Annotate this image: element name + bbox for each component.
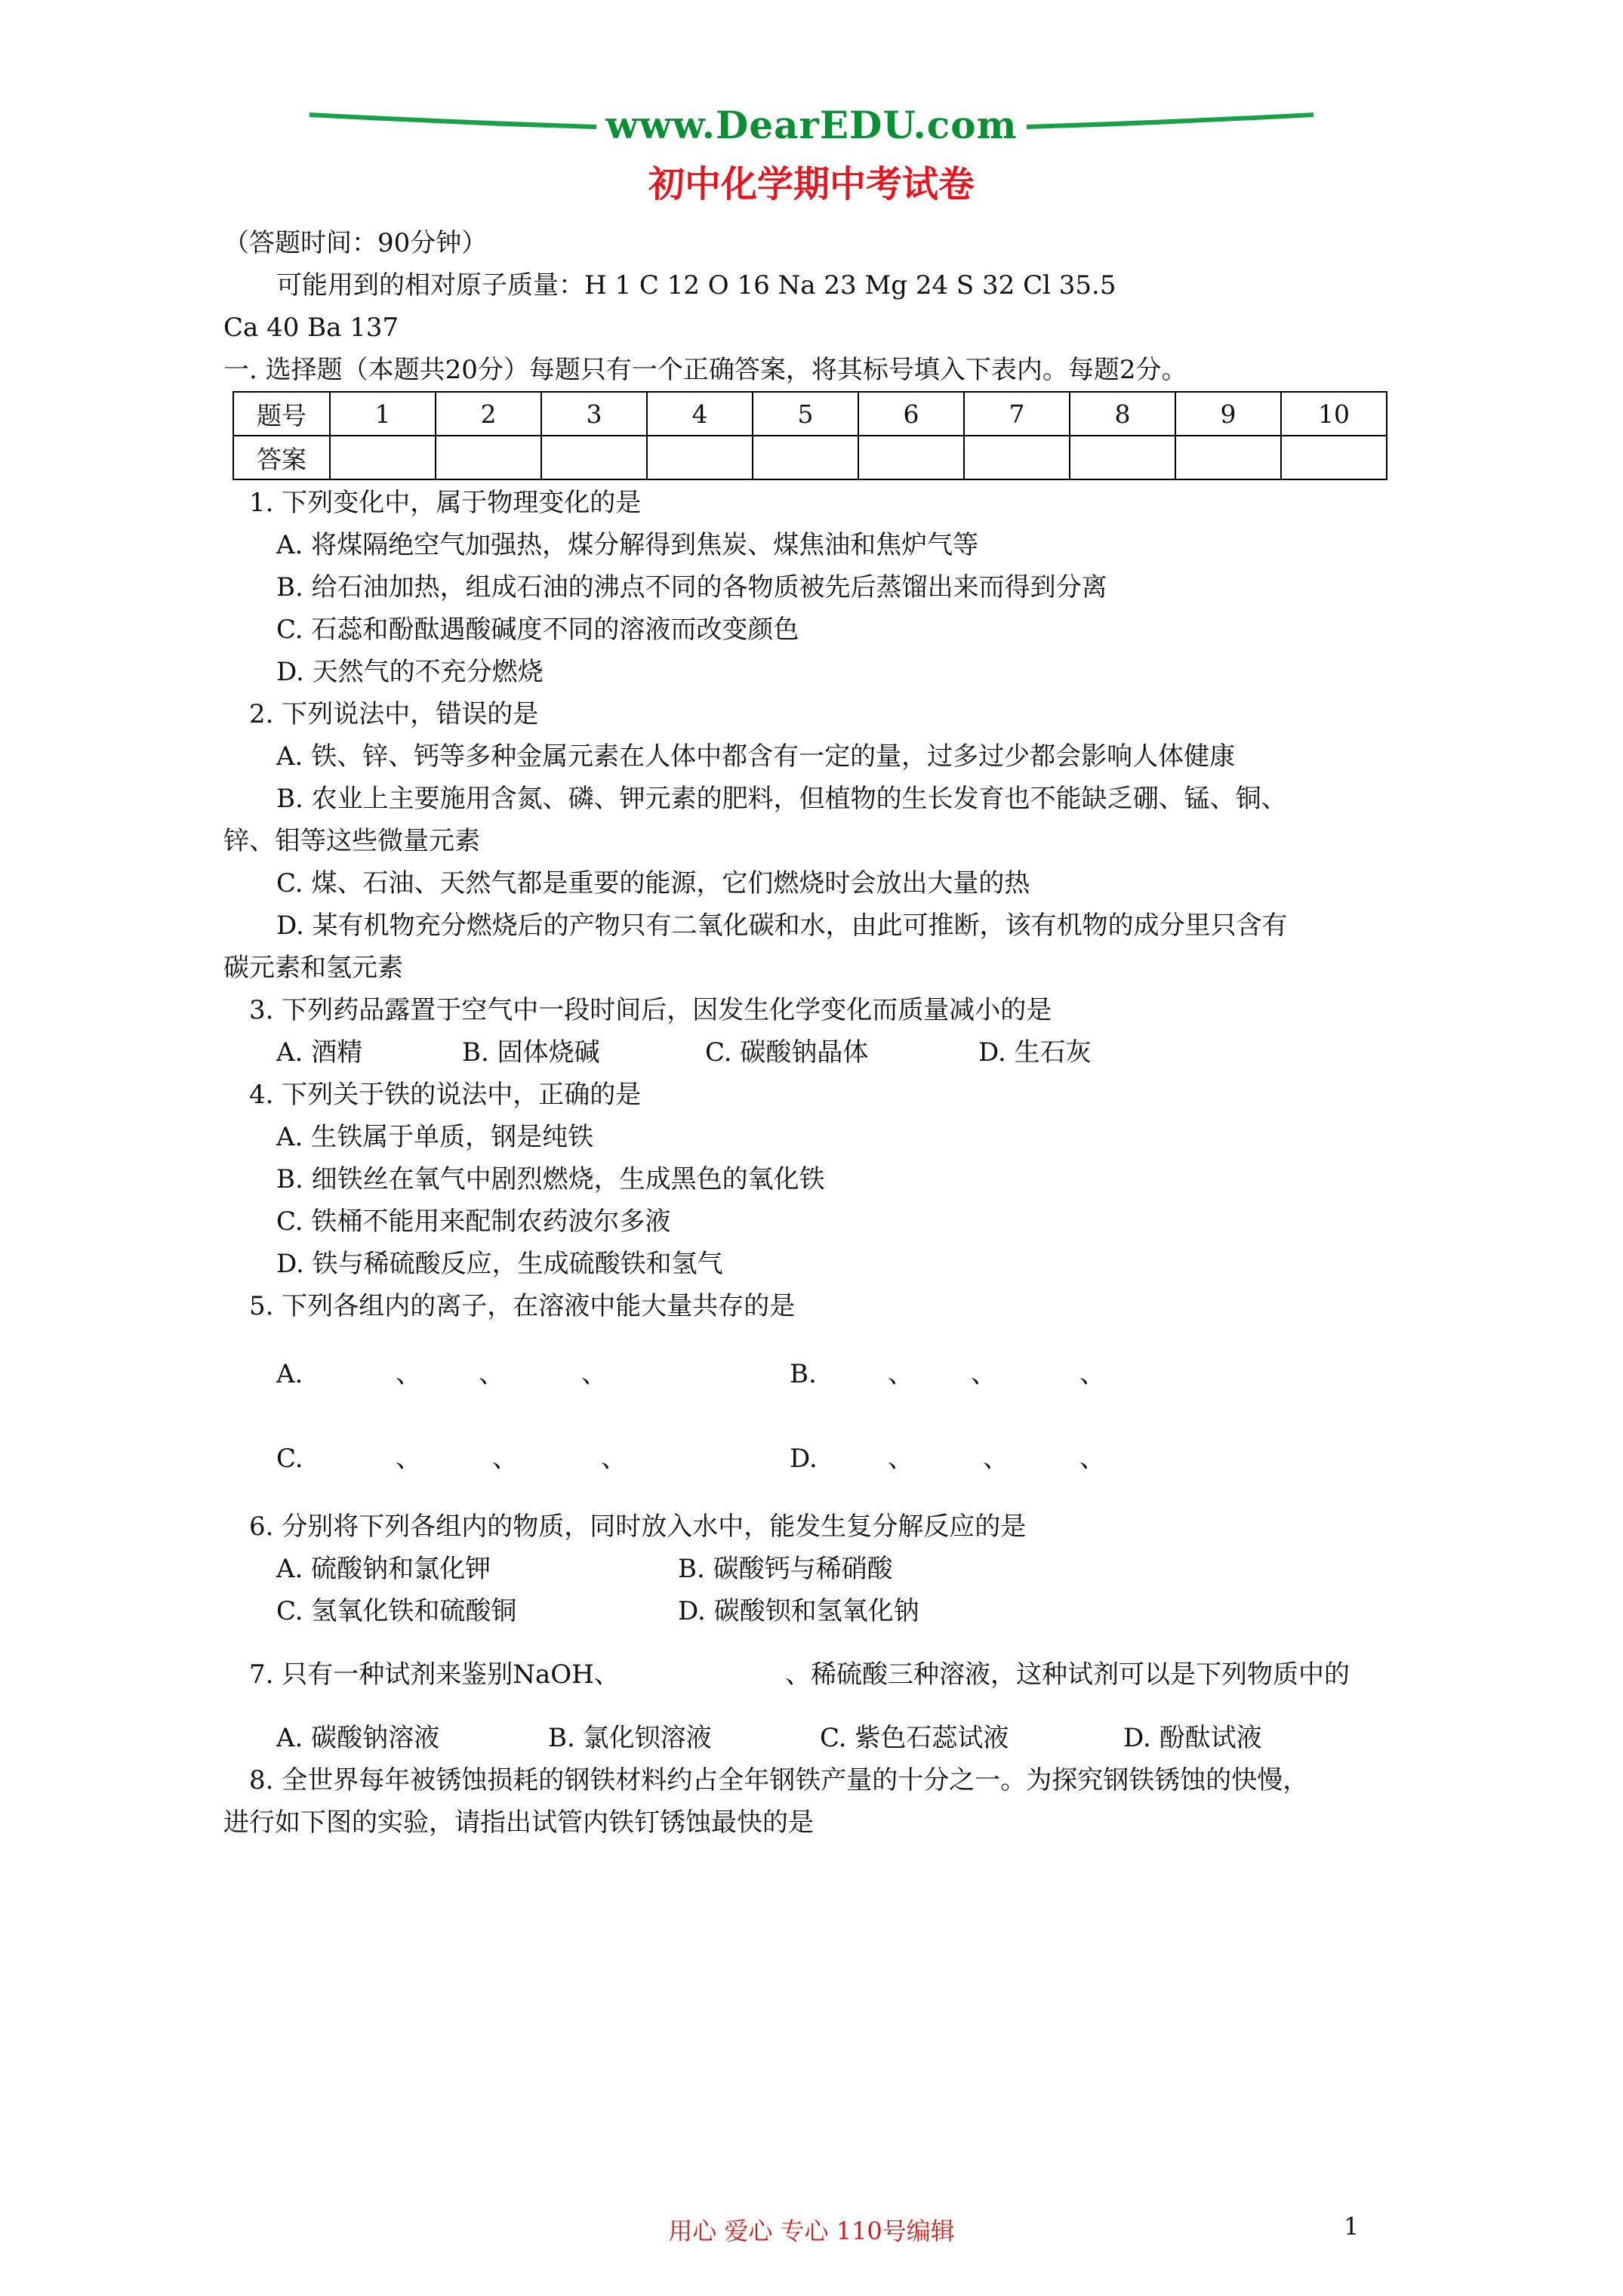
row-label-number: 题号 <box>233 392 330 436</box>
question-5-option-b: B. <box>790 1359 817 1389</box>
question-4-stem: 4. 下列关于铁的说法中，正确的是 <box>249 1080 642 1110</box>
site-url: www.DearEDU.com <box>605 103 1018 147</box>
question-1-option-b: B. 给石油加热，组成石油的沸点不同的各物质被先后蒸馏出来而得到分离 <box>276 572 1107 603</box>
question-6-stem: 6. 分别将下列各组内的物质，同时放入水中，能发生复分解反应的是 <box>249 1512 1027 1542</box>
question-5-sep: 、 <box>1079 1359 1105 1389</box>
question-7-option-c: C. 紫色石蕊试液 <box>820 1723 1009 1753</box>
question-2-option-d-cont: 碳元素和氢元素 <box>223 953 403 983</box>
answer-cell[interactable] <box>858 436 964 479</box>
table-row <box>233 436 1387 479</box>
question-2-option-c: C. 煤、石油、天然气都是重要的能源，它们燃烧时会放出大量的热 <box>276 868 1030 898</box>
atomic-masses-line1: 可能用到的相对原子质量：H 1 C 12 O 16 Na 23 Mg 24 S 32 Cl 35.5 <box>276 270 1116 300</box>
question-2-stem: 2. 下列说法中，错误的是 <box>249 699 539 729</box>
question-4-option-b: B. 细铁丝在氧气中剧烈燃烧，生成黑色的氧化铁 <box>276 1164 825 1194</box>
question-2-option-b-cont: 锌、钼等这些微量元素 <box>223 826 480 856</box>
question-6-option-a: A. 硫酸钠和氯化钾 <box>276 1554 491 1584</box>
question-5-stem: 5. 下列各组内的离子，在溶液中能大量共存的是 <box>249 1291 796 1321</box>
table-cell: 3 <box>541 392 647 436</box>
answer-cell[interactable] <box>1070 436 1175 479</box>
question-5-sep: 、 <box>396 1359 421 1389</box>
answer-cell[interactable] <box>436 436 541 479</box>
site-banner <box>302 97 1321 149</box>
answer-cell[interactable] <box>330 436 436 479</box>
table-cell: 9 <box>1175 392 1281 436</box>
question-5-sep: 、 <box>396 1444 421 1474</box>
question-6-option-b: B. 碳酸钙与稀硝酸 <box>678 1554 893 1584</box>
table-row <box>233 392 1387 436</box>
question-3-option-a: A. 酒精 <box>276 1037 363 1068</box>
question-5-sep: 、 <box>888 1359 913 1389</box>
question-5-sep: 、 <box>888 1444 913 1474</box>
question-5-option-a: A. <box>276 1359 303 1389</box>
question-4-option-d: D. 铁与稀硫酸反应，生成硫酸铁和氢气 <box>276 1249 723 1279</box>
question-7-stem-cont: 、稀硫酸三种溶液，这种试剂可以是下列物质中的 <box>785 1660 1350 1690</box>
question-3-option-c: C. 碳酸钠晶体 <box>705 1037 869 1068</box>
question-4-option-c: C. 铁桶不能用来配制农药波尔多液 <box>276 1207 671 1237</box>
question-7-stem: 7. 只有一种试剂来鉴别NaOH、 <box>249 1660 620 1690</box>
table-cell: 4 <box>647 392 753 436</box>
answer-cell[interactable] <box>1175 436 1281 479</box>
answer-cell[interactable] <box>541 436 647 479</box>
exam-time: （答题时间：90分钟） <box>223 228 488 258</box>
table-cell: 5 <box>753 392 858 436</box>
table-cell: 2 <box>436 392 541 436</box>
question-5-sep: 、 <box>983 1444 1009 1474</box>
row-label-answer: 答案 <box>233 436 330 479</box>
question-3-option-b: B. 固体烧碱 <box>462 1037 600 1068</box>
question-2-option-a: A. 铁、锌、钙等多种金属元素在人体中都含有一定的量，过多过少都会影响人体健康 <box>276 741 1236 772</box>
question-6-option-d: D. 碳酸钡和氢氧化钠 <box>678 1596 919 1626</box>
question-1-option-a: A. 将煤隔绝空气加强热，煤分解得到焦炭、煤焦油和焦炉气等 <box>276 530 979 560</box>
question-8-stem: 8. 全世界每年被锈蚀损耗的钢铁材料约占全年钢铁产量的十分之一。为探究钢铁锈蚀的快慢， <box>249 1765 1309 1795</box>
question-7-option-b: B. 氯化钡溶液 <box>548 1723 712 1753</box>
question-7-option-d: D. 酚酞试液 <box>1123 1723 1262 1753</box>
question-1-option-c: C. 石蕊和酚酞遇酸碱度不同的溶液而改变颜色 <box>276 615 799 645</box>
question-3-stem: 3. 下列药品露置于空气中一段时间后，因发生化学变化而质量减小的是 <box>249 995 1052 1025</box>
question-5-sep: 、 <box>1079 1444 1105 1474</box>
answer-cell[interactable] <box>647 436 753 479</box>
table-cell: 6 <box>858 392 964 436</box>
page-title: 初中化学期中考试卷 <box>648 163 975 205</box>
question-5-option-d: D. <box>790 1444 818 1474</box>
page-footer: 用心 爱心 专心 110号编辑 <box>668 2217 955 2245</box>
question-2-option-d: D. 某有机物充分燃烧后的产物只有二氧化碳和水，由此可推断，该有机物的成分里只含有 <box>276 911 1288 941</box>
table-cell: 7 <box>964 392 1070 436</box>
question-5-sep: 、 <box>479 1359 504 1389</box>
answer-cell[interactable] <box>1281 436 1387 479</box>
table-cell: 1 <box>330 392 436 436</box>
question-5-sep: 、 <box>492 1444 518 1474</box>
question-5-option-c: C. <box>276 1444 303 1474</box>
question-1-stem: 1. 下列变化中，属于物理变化的是 <box>249 488 642 518</box>
atomic-masses-line2: Ca 40 Ba 137 <box>223 313 399 343</box>
question-8-stem-cont: 进行如下图的实验，请指出试管内铁钉锈蚀最快的是 <box>223 1808 814 1838</box>
answer-cell[interactable] <box>964 436 1070 479</box>
question-3-option-d: D. 生石灰 <box>978 1037 1092 1068</box>
answer-cell[interactable] <box>753 436 858 479</box>
question-4-option-a: A. 生铁属于单质，钢是纯铁 <box>276 1122 594 1152</box>
table-cell: 10 <box>1281 392 1387 436</box>
table-cell: 8 <box>1070 392 1175 436</box>
question-1-option-d: D. 天然气的不充分燃烧 <box>276 657 544 687</box>
question-6-option-c: C. 氢氧化铁和硫酸铜 <box>276 1596 517 1626</box>
page-number: 1 <box>1344 2212 1360 2241</box>
question-5-sep: 、 <box>601 1444 627 1474</box>
question-7-option-a: A. 碳酸钠溶液 <box>276 1723 440 1753</box>
question-2-option-b: B. 农业上主要施用含氮、磷、钾元素的肥料，但植物的生长发育也不能缺乏硼、锰、铜、 <box>276 784 1287 814</box>
answer-table <box>233 391 1387 480</box>
question-5-sep: 、 <box>971 1359 996 1389</box>
question-5-sep: 、 <box>581 1359 607 1389</box>
section-heading: 一. 选择题（本题共20分）每题只有一个正确答案，将其标号填入下表内。每题2分。 <box>223 355 1187 385</box>
